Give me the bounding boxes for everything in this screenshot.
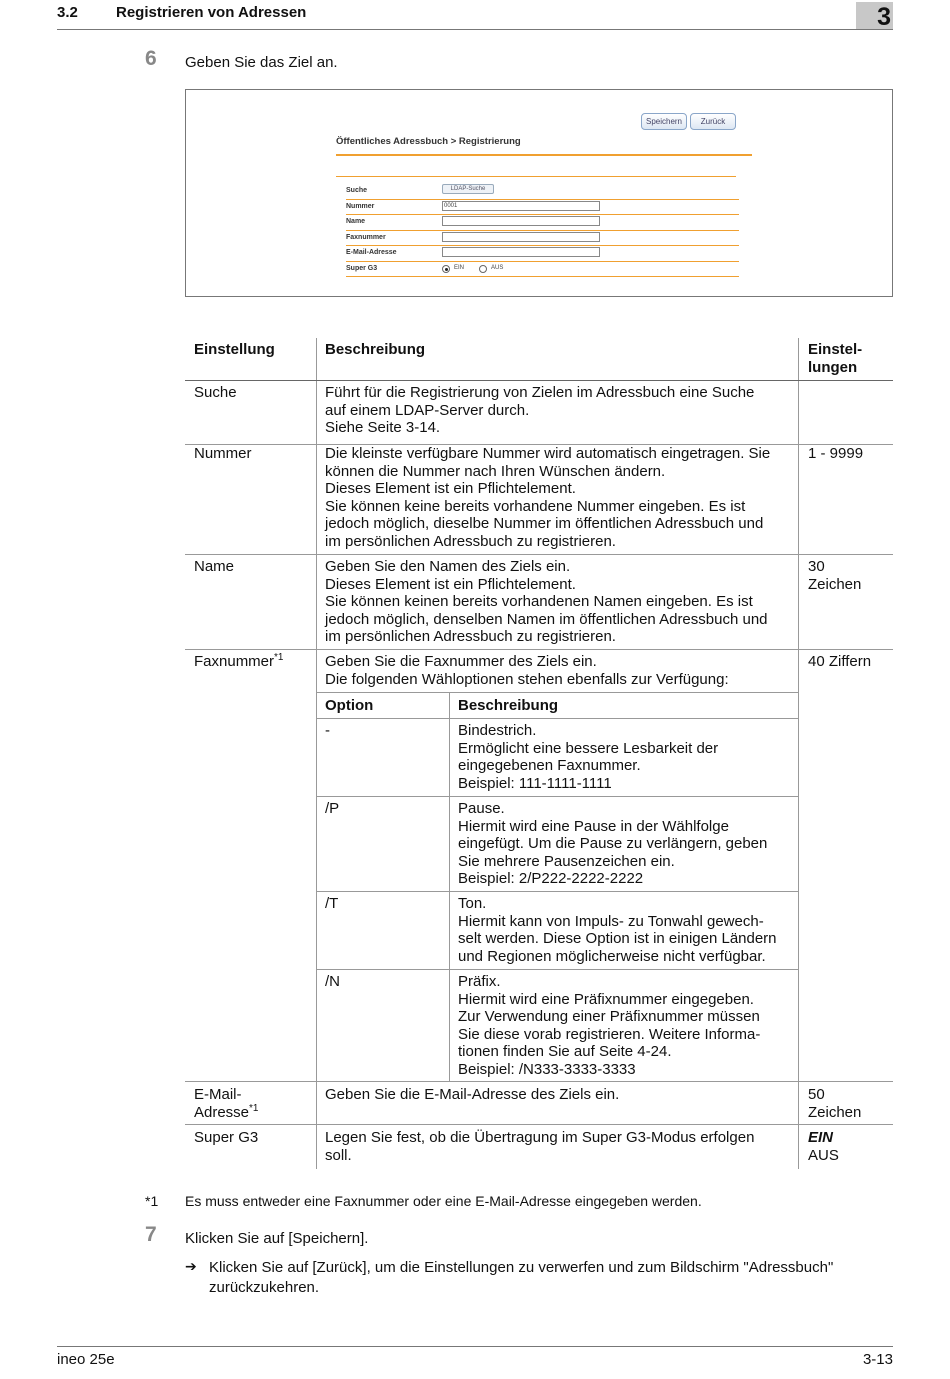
option-code: /P bbox=[325, 800, 340, 817]
cell-value: EIN AUS bbox=[808, 1129, 839, 1164]
cell-value: 40 Ziffern bbox=[808, 653, 872, 670]
row-divider bbox=[316, 969, 798, 970]
step-6-number: 6 bbox=[145, 47, 157, 70]
superg3-on-radio[interactable] bbox=[442, 265, 450, 273]
cell-setting: E-Mail- Adresse$^{*1}$ bbox=[194, 1086, 259, 1121]
divider bbox=[346, 214, 739, 215]
field-label-fax: Faxnummer bbox=[346, 234, 386, 241]
superg3-off-label: AUS bbox=[491, 265, 504, 271]
column-divider bbox=[798, 338, 799, 1169]
field-label-superg3: Super G3 bbox=[346, 265, 378, 272]
field-label-name: Name bbox=[346, 218, 366, 225]
cell-description: Geben Sie die Faxnummer des Ziels ein. Die folgenden Wähloptionen stehen ebenfalls zur Verfügung: bbox=[325, 653, 729, 688]
name-input[interactable] bbox=[442, 216, 600, 226]
superg3-off-radio[interactable] bbox=[479, 265, 487, 273]
cell-setting: Suche bbox=[194, 384, 237, 401]
cell-value: 1 - 9999 bbox=[808, 445, 864, 462]
header-description: Beschreibung bbox=[325, 341, 426, 358]
number-input[interactable]: 0001 bbox=[442, 201, 600, 211]
row-divider bbox=[316, 718, 798, 719]
header-setting: Einstellung bbox=[194, 341, 275, 358]
field-label-search: Suche bbox=[346, 187, 368, 194]
row-divider bbox=[316, 796, 798, 797]
option-description: Pause. Hiermit wird eine Pause in der Wählfolge eingefügt. Um die Pause zu verlängern, geben Sie mehrere Pausenzeichen ein. Beispiel: 2/P222-2222-2222 bbox=[458, 800, 768, 887]
footnote-mark: *1 bbox=[145, 1193, 159, 1209]
column-divider bbox=[316, 338, 317, 1169]
cell-description: Legen Sie fest, ob die Übertragung im Super G3-Modus erfolgen soll. bbox=[325, 1129, 755, 1164]
row-divider bbox=[185, 1124, 893, 1125]
email-input[interactable] bbox=[442, 247, 600, 257]
options-header-description: Beschreibung bbox=[458, 697, 559, 714]
option-description: Präfix. Hiermit wird eine Präfixnummer eingegeben. Zur Verwendung einer Präfixnummer müssen Sie diese vorab registrieren. Weitere Informa- tionen finden Sie auf Seite 4-24. Beispiel: /N333-3333-3333 bbox=[458, 973, 761, 1078]
cell-description: Die kleinste verfügbare Nummer wird automatisch eingetragen. Sie können die Nummer nach Ihren Wünschen ändern. Dieses Element ist ein Pflichtelement. Sie können keine bereits vorhandene Nummer eingeben. Es ist jedoch möglich, dieselbe Nummer im öffentlichen Adressbuch und im persönlichen Adressbuch zu registrieren. bbox=[325, 445, 771, 550]
column-divider bbox=[449, 692, 450, 1081]
footnote-text: Es muss entweder eine Faxnummer oder eine E-Mail-Adresse eingegeben werden. bbox=[185, 1193, 702, 1209]
cell-description: Führt für die Registrierung von Zielen im Adressbuch eine Suche auf einem LDAP-Server durch. Siehe Seite 3-14. bbox=[325, 384, 755, 436]
row-divider bbox=[185, 554, 893, 555]
back-button[interactable]: Zurück bbox=[690, 113, 736, 130]
option-description: Ton. Hiermit kann von Impuls- zu Tonwahl gewech- selt werden. Diese Option ist in einigen Ländern und Regionen möglicherweise nicht verfügbar. bbox=[458, 895, 777, 965]
section-title: Registrieren von Adressen bbox=[116, 4, 307, 21]
ldap-search-button[interactable]: LDAP-Suche bbox=[442, 184, 494, 194]
field-label-number: Nummer bbox=[346, 203, 375, 210]
divider bbox=[346, 276, 739, 277]
row-divider bbox=[185, 649, 893, 650]
page-footer bbox=[57, 1346, 893, 1376]
divider bbox=[346, 261, 739, 262]
option-description: Bindestrich. Ermöglicht eine bessere Lesbarkeit der eingegebenen Faxnummer. Beispiel: 111-1111-1111 bbox=[458, 722, 719, 792]
divider bbox=[336, 176, 736, 177]
cell-setting: Nummer bbox=[194, 445, 252, 462]
cell-description: Geben Sie die E-Mail-Adresse des Ziels ein. bbox=[325, 1086, 620, 1103]
row-divider bbox=[316, 692, 798, 693]
cell-value: 30 Zeichen bbox=[808, 558, 862, 593]
page-header bbox=[57, 4, 893, 30]
cell-value: 50 Zeichen bbox=[808, 1086, 862, 1121]
divider bbox=[346, 245, 739, 246]
option-code: - bbox=[325, 722, 330, 739]
options-header-option: Option bbox=[325, 697, 374, 714]
header-settings: Einstel- lungen bbox=[808, 341, 863, 376]
divider bbox=[346, 199, 739, 200]
field-label-email: E-Mail-Adresse bbox=[346, 249, 397, 256]
section-number: 3.2 bbox=[57, 4, 78, 21]
row-divider bbox=[316, 891, 798, 892]
product-name: ineo 25e bbox=[57, 1351, 115, 1368]
chapter-badge: 3 bbox=[856, 2, 893, 29]
divider bbox=[346, 230, 739, 231]
superg3-on-label: EIN bbox=[454, 265, 465, 271]
divider bbox=[336, 154, 752, 156]
save-button[interactable]: Speichern bbox=[641, 113, 687, 130]
step-7-number: 7 bbox=[145, 1223, 157, 1246]
step-7-note: Klicken Sie auf [Zurück], um die Einstellungen zu verwerfen und zum Bildschirm "Adressbuch" zurückzukehren. bbox=[209, 1259, 834, 1296]
page-number: 3-13 bbox=[862, 1351, 893, 1368]
breadcrumb: Öffentliches Adressbuch > Registrierung bbox=[336, 136, 521, 147]
cell-description: Geben Sie den Namen des Ziels ein. Dieses Element ist ein Pflichtelement. Sie können keinen bereits vorhandenen Namen eingeben. Es ist jedoch möglich, denselben Namen im öffentlichen Adressbuch und im persönlichen Adressbuch zu registrieren. bbox=[325, 558, 768, 645]
option-code: /T bbox=[325, 895, 339, 912]
cell-setting: Super G3 bbox=[194, 1129, 259, 1146]
step-6-text: Geben Sie das Ziel an. bbox=[185, 54, 338, 71]
arrow-icon: ➔ bbox=[185, 1258, 197, 1274]
row-divider bbox=[185, 380, 893, 381]
step-7-text: Klicken Sie auf [Speichern]. bbox=[185, 1230, 369, 1247]
cell-setting: Name bbox=[194, 558, 235, 575]
fax-input[interactable] bbox=[442, 232, 600, 242]
option-code: /N bbox=[325, 973, 340, 990]
ui-screenshot bbox=[185, 89, 893, 297]
row-divider bbox=[185, 1081, 893, 1082]
cell-setting: Faxnummer$^{*1}$ bbox=[194, 652, 284, 670]
